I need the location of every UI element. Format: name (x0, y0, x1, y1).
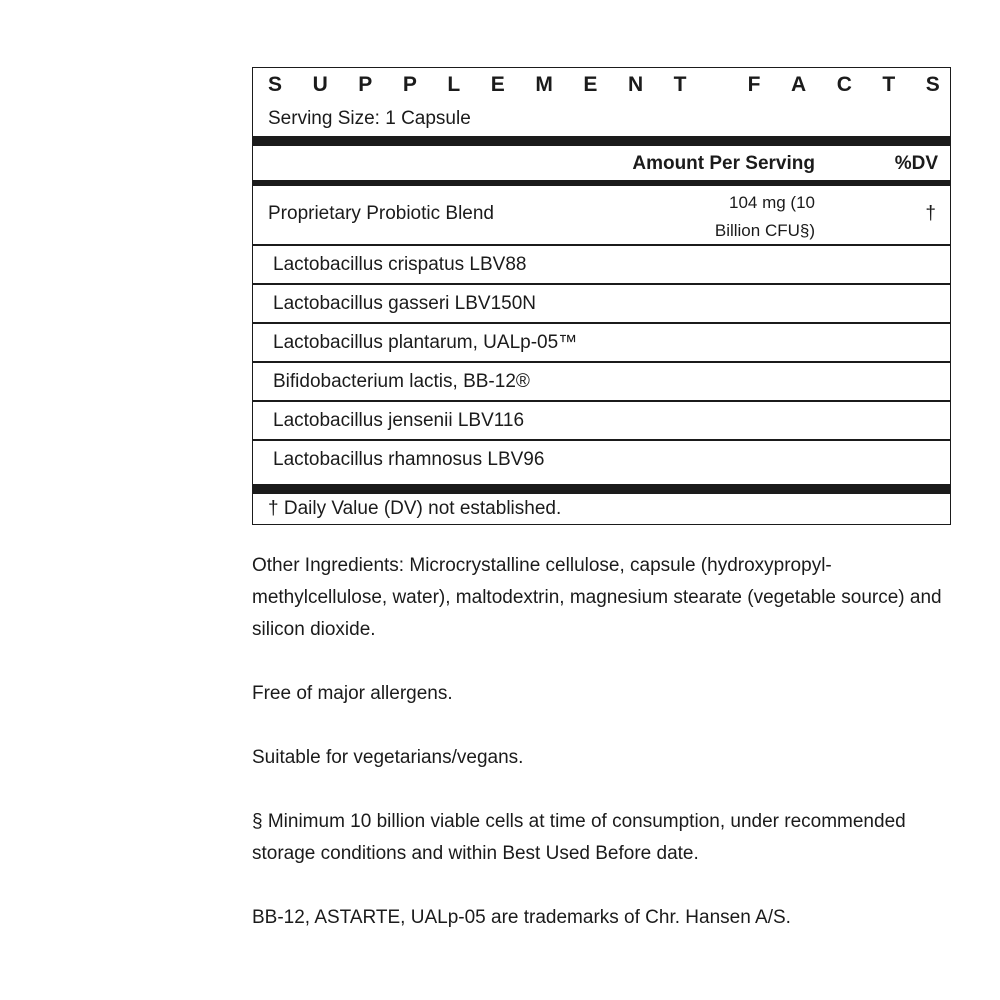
strain-row: Lactobacillus crispatus LBV88 (253, 246, 950, 285)
title-letter: A (790, 73, 807, 96)
allergen-statement: Free of major allergens. (252, 683, 453, 704)
thick-divider (253, 136, 950, 146)
other-ingredients: Other Ingredients: Microcrystalline cellulose, capsule (hydroxypropyl-methylcellulose, water), maltodextrin, magnesium stearate (vegetable source) and silicon dioxide. (252, 555, 942, 640)
supplement-facts-panel (252, 67, 951, 525)
title-letter: P (402, 73, 417, 96)
title-letter: T (673, 73, 687, 96)
amount-per-serving-header: Amount Per Serving (632, 153, 815, 174)
title-letter: M (535, 73, 553, 96)
trademark-note: BB-12, ASTARTE, UALp-05 are trademarks of Chr. Hansen A/S. (252, 907, 791, 928)
title-letter: S (925, 73, 940, 96)
blend-row (253, 186, 950, 246)
title-letter: U (312, 73, 328, 96)
title-letter: S (268, 73, 283, 96)
title-letter: N (627, 73, 644, 96)
title-letter: E (490, 73, 505, 96)
column-header-row (253, 146, 950, 180)
dv-footnote: † Daily Value (DV) not established. (268, 498, 562, 519)
strain-row: Bifidobacterium lactis, BB-12® (253, 363, 950, 402)
footer-divider (253, 484, 950, 494)
title-letter: F (747, 73, 761, 96)
title-letter: P (358, 73, 373, 96)
serving-size: Serving Size: 1 Capsule (268, 108, 471, 129)
blend-amount-line: Billion CFU§) (714, 221, 815, 240)
strain-row: Lactobacillus gasseri LBV150N (253, 285, 950, 324)
daily-value-header: %DV (894, 153, 938, 174)
vegan-statement: Suitable for vegetarians/vegans. (252, 747, 524, 768)
title-letter: T (882, 73, 896, 96)
title-letter: L (447, 73, 461, 96)
title-letter: C (836, 73, 852, 96)
strain-row: Lactobacillus jensenii LBV116 (253, 402, 950, 441)
blend-dv: † (925, 203, 936, 224)
minimum-cells-note: § Minimum 10 billion viable cells at time of consumption, under recommended storage conditions and within Best Used Before date. (252, 811, 906, 864)
strain-row: Lactobacillus rhamnosus LBV96 (273, 449, 545, 470)
blend-amount-line: 104 mg (10 (729, 193, 815, 212)
blend-name: Proprietary Probiotic Blend (268, 203, 494, 224)
strain-row: Lactobacillus plantarum, UALp-05™ (253, 324, 950, 363)
title-letter: E (583, 73, 598, 96)
blend-amount (715, 189, 815, 245)
panel-title (253, 68, 950, 102)
